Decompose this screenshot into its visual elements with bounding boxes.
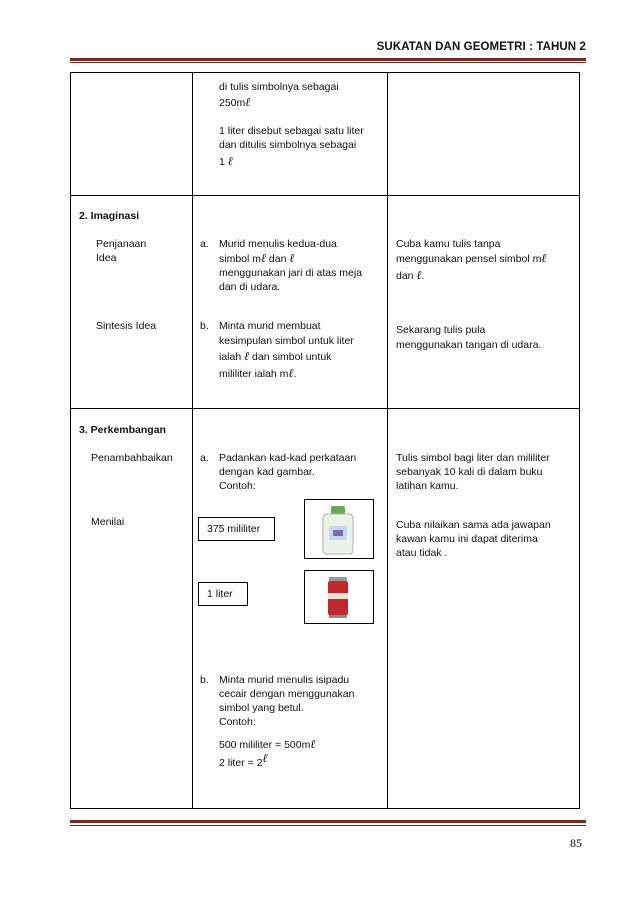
section3-c2-line2: kawan kamu ini dapat diterima xyxy=(396,533,538,545)
word-card-1-liter: 1 liter xyxy=(198,582,248,606)
liter-symbol: ℓ xyxy=(310,737,316,751)
liter-symbol: ℓ xyxy=(541,251,547,265)
header-rule-thin xyxy=(70,62,586,63)
section2-a-line1: Murid menulis kedua-dua xyxy=(219,238,337,250)
section3-a-line1: Padankan kad-kad perkataan xyxy=(219,452,357,464)
section2-c1-line2: menggunakan pensel simbol mℓ xyxy=(396,251,547,265)
top-text-line4: dan ditulis simbolnya sebagai xyxy=(219,139,357,151)
section3-c1-line3: latihan kamu. xyxy=(396,480,459,492)
section3-c2-line3: atau tidak . xyxy=(396,547,448,559)
section2-b-marker: b. xyxy=(200,320,209,332)
section2-b-line3: ialah ℓ dan simbol untuk xyxy=(219,349,332,363)
footer-rule-thin xyxy=(70,825,586,826)
section2-c1-line1: Cuba kamu tulis tanpa xyxy=(396,238,501,250)
detergent-bottle-icon xyxy=(305,500,373,558)
section2-sub1-line1: Penjanaan xyxy=(96,238,147,250)
section3-b-line4: Contoh: xyxy=(219,716,256,728)
page-number: 85 xyxy=(570,836,582,850)
section2-a-marker: a. xyxy=(200,238,209,250)
image-card-bottle xyxy=(304,499,374,559)
liter-symbol: ℓ xyxy=(227,154,233,168)
column-divider-2 xyxy=(387,73,388,808)
section2-b-line1: Minta murid membuat xyxy=(219,320,321,332)
section2-heading: 2. Imaginasi xyxy=(79,210,140,222)
section3-b-marker: b. xyxy=(200,674,209,686)
section2-sub1-line2: Idea xyxy=(96,252,117,264)
header-title: SUKATAN DAN GEOMETRI : TAHUN 2 xyxy=(376,41,586,53)
section2-a-line4: dan di udara. xyxy=(219,281,281,293)
top-text-line2: 250mℓ xyxy=(219,95,251,109)
section2-c2-line2: menggunakan tangan di udara. xyxy=(396,339,542,351)
section3-a-line2: dengan kad gambar. xyxy=(219,466,315,478)
image-card-can xyxy=(304,570,374,624)
section3-b-example1: 500 mililiter = 500mℓ xyxy=(219,737,316,751)
liter-symbol: ℓ xyxy=(288,366,294,380)
section3-sub2: Menilai xyxy=(91,516,125,528)
top-text-line5: 1 ℓ xyxy=(219,154,233,168)
section2-b-line2: kesimpulan simbol untuk liter xyxy=(219,335,354,347)
section3-c1-line2: sebanyak 10 kali di dalam buku xyxy=(396,466,543,478)
header-rule xyxy=(70,58,586,61)
section3-c2-line1: Cuba nilaikan sama ada jawapan xyxy=(396,519,551,531)
footer-rule xyxy=(70,820,586,823)
section2-a-line2: simbol mℓ dan ℓ xyxy=(219,251,295,265)
lesson-table xyxy=(70,72,580,809)
section2-c2-line1: Sekarang tulis pula xyxy=(396,324,486,336)
word-card-375-mililiter: 375 mililiter xyxy=(198,517,275,541)
liter-symbol: ℓ xyxy=(289,251,295,265)
section3-a-marker: a. xyxy=(200,452,209,464)
row-divider-1 xyxy=(71,195,579,196)
liter-symbol: ℓ xyxy=(261,251,267,265)
section3-b-line2: cecair dengan menggunakan xyxy=(219,688,355,700)
column-divider-1 xyxy=(192,73,193,808)
section3-b-line1: Minta murid menulis isipadu xyxy=(219,674,350,686)
top-text-line3: 1 liter disebut sebagai satu liter xyxy=(219,125,364,137)
section2-b-line4: mililiter ialah mℓ. xyxy=(219,366,297,380)
section3-a-line3: Contoh: xyxy=(219,480,256,492)
row-divider-2 xyxy=(71,408,579,409)
liter-symbol: ℓ xyxy=(262,751,268,765)
section3-c1-line1: Tulis simbol bagi liter dan mililiter xyxy=(396,452,550,464)
section2-sub2: Sintesis Idea xyxy=(96,320,157,332)
section3-b-example2: 2 liter = 2ℓ xyxy=(219,751,268,769)
section3-heading: 3. Perkembangan xyxy=(79,424,166,436)
section3-b-line3: simbol yang betul. xyxy=(219,702,304,714)
liter-symbol: ℓ xyxy=(245,95,251,109)
section2-c1-line3: dan ℓ. xyxy=(396,268,425,282)
section3-sub1: Penambahbaikan xyxy=(91,452,173,464)
liter-symbol: ℓ xyxy=(244,349,250,363)
liter-symbol: ℓ xyxy=(416,268,422,282)
soda-can-icon xyxy=(305,571,373,623)
top-text-line1: di tulis simbolnya sebagai xyxy=(219,81,339,93)
section2-a-line3: menggunakan jari di atas meja xyxy=(219,267,363,279)
